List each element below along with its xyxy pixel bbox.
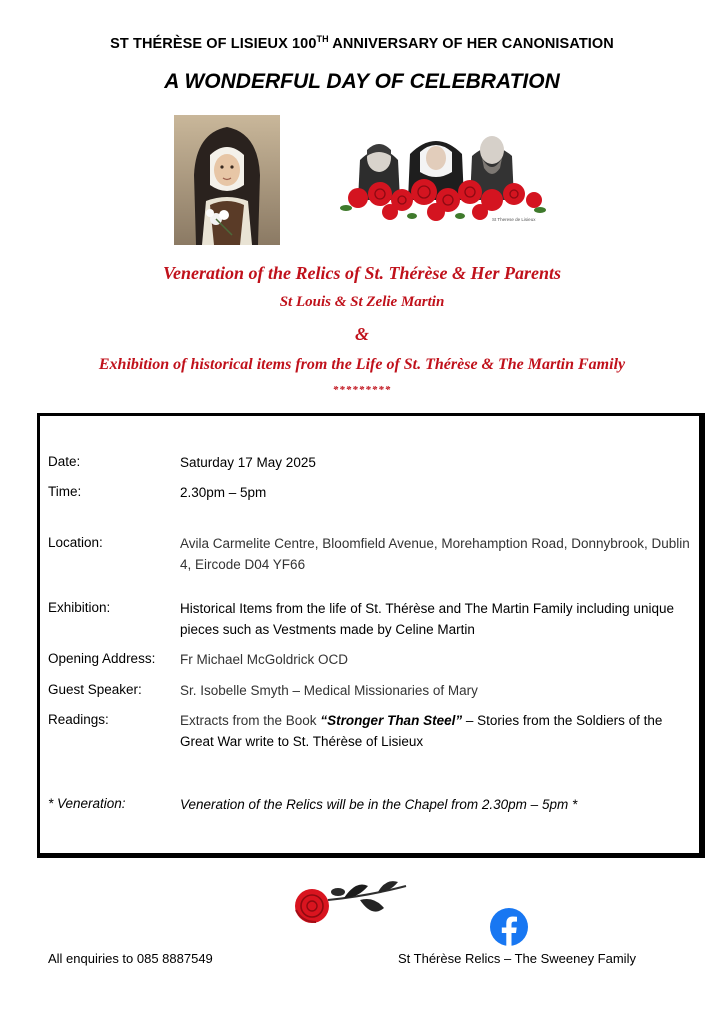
opening-address-label: Opening Address: [48,651,156,666]
family-image-caption: St Therese de Lisieux [492,217,536,222]
guest-speaker-value: Sr. Isobelle Smyth – Medical Missionaries of Mary [180,683,478,698]
martin-family-image [340,120,546,224]
facebook-icon[interactable] [489,907,529,947]
location-value: Avila Carmelite Centre, Bloomfield Avenue, Morehamption Road, Donnybrook, Dublin 4, Eircode D04 YF66 [180,536,690,572]
opening-address-value: Fr Michael McGoldrick OCD [180,652,349,667]
time-value: 2.30pm – 5pm [180,485,267,500]
facebook-page-name[interactable]: St Thérèse Relics – The Sweeney Family [398,951,636,966]
veneration-heading: Veneration of the Relics of St. Thérèse & Her Parents [163,263,561,283]
guest-speaker-label: Guest Speaker: [48,682,142,697]
veneration-label: * Veneration: [48,796,126,811]
exhibition-value: Historical Items from the life of St. Thérèse and The Martin Family including unique pieces such as Vestments made by Celine Martin [180,601,674,637]
book-title: “Stronger Than Steel” [320,713,463,728]
event-subheading: A WONDERFUL DAY OF CELEBRATION [164,70,560,93]
enquiries-contact: All enquiries to 085 8887549 [48,951,213,966]
readings-label: Readings: [48,712,109,727]
stars-divider: ********* [332,384,392,396]
red-rose-icon [288,878,410,926]
date-value: Saturday 17 May 2025 [180,455,316,470]
readings-value: Extracts from the Book “Stronger Than Steel” – Stories from the Soldiers of the Great War write to St. Thérèse of Lisieux [180,713,663,749]
exhibition-heading: Exhibition of historical items from the Life of St. Thérèse & The Martin Family [98,356,626,373]
parents-heading: St Louis & St Zelie Martin [279,294,445,310]
event-heading: ST THÉRÈSE OF LISIEUX 100TH ANNIVERSARY OF HER CANONISATION [110,34,614,52]
ampersand: & [354,324,369,344]
exhibition-label: Exhibition: [48,600,111,615]
veneration-value: Veneration of the Relics will be in the Chapel from 2.30pm – 5pm * [180,797,578,812]
location-label: Location: [48,535,103,550]
saint-portrait-image [174,115,280,245]
time-label: Time: [48,484,82,499]
date-label: Date: [48,454,81,469]
